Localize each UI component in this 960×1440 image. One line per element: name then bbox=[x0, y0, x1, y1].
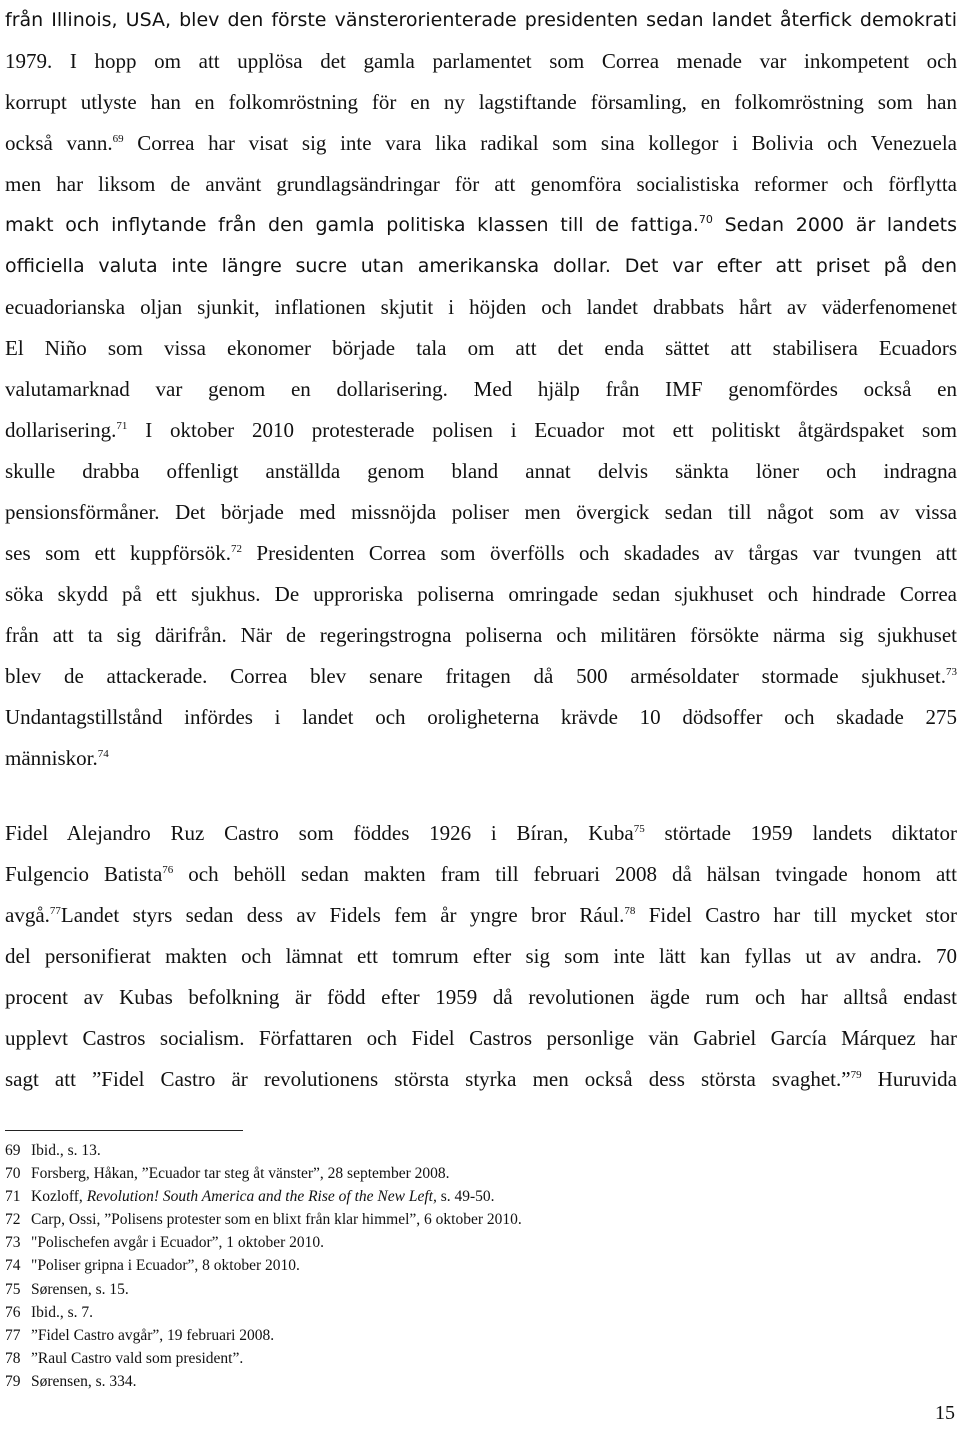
text-line bbox=[5, 41, 957, 82]
footnote-number: 72 bbox=[5, 1211, 21, 1229]
body-paragraph-correa-ecuador bbox=[5, 0, 957, 779]
text-segment: Huruvida bbox=[861, 1067, 957, 1091]
footnotes-list bbox=[5, 1139, 945, 1393]
text-segment: ses som ett kuppförsök. bbox=[5, 541, 231, 565]
footnote-number: 78 bbox=[5, 1349, 21, 1367]
footnote-number: 73 bbox=[5, 1234, 21, 1252]
footnote-item bbox=[5, 1301, 945, 1324]
footnote-text: ”Fidel Castro avgår”, 19 februari 2008. bbox=[31, 1326, 275, 1344]
text-line bbox=[5, 574, 957, 615]
text-segment: störtade 1959 landets diktator bbox=[644, 821, 957, 845]
text-segment: dollarisering. bbox=[5, 418, 117, 442]
footnote-text: Carp, Ossi, ”Polisens protester som en blixt från klar himmel”, 6 oktober 2010. bbox=[31, 1211, 522, 1229]
text-segment: El Niño som vissa ekonomer började tala om att det enda sättet att stabilisera Ecuadors bbox=[5, 336, 957, 360]
text-segment: också vann. bbox=[5, 131, 113, 155]
text-segment: ecuadorianska oljan sjunkit, inflationen skjutit i höjden och landet drabbats hårt av väderfenomenet bbox=[5, 295, 957, 319]
footnote-reference: 71 bbox=[116, 420, 128, 432]
footnote-item bbox=[5, 1324, 945, 1347]
footnote-text: Sørensen, s. 15. bbox=[31, 1280, 129, 1298]
text-segment: 1979. I hopp om att upplösa det gamla parlamentet som Correa menade var inkompetent och bbox=[5, 49, 957, 73]
footnote-number: 74 bbox=[5, 1257, 21, 1275]
footnote-number: 76 bbox=[5, 1303, 21, 1321]
footnote-number: 69 bbox=[5, 1142, 21, 1159]
text-line bbox=[5, 0, 957, 41]
text-segment: Fidel Alejandro Ruz Castro som föddes 1926 i Bíran, Kuba bbox=[5, 821, 634, 845]
footnote-text: "Polischefen avgår i Ecuador”, 1 oktober 2010. bbox=[31, 1234, 324, 1252]
text-line bbox=[5, 451, 957, 492]
footnote-reference: 70 bbox=[698, 213, 713, 226]
footnote-number: 71 bbox=[5, 1188, 21, 1206]
footnote-text: s. 49-50. bbox=[436, 1188, 495, 1206]
footnote-text: Ibid., s. 7. bbox=[31, 1303, 93, 1321]
footnote-number: 75 bbox=[5, 1280, 21, 1298]
text-segment: sagt att ”Fidel Castro är revolutionens största styrka men också dess största svaghet.” bbox=[5, 1067, 851, 1091]
text-segment: Landet styrs sedan dess av Fidels fem år yngre bror Rául. bbox=[60, 903, 625, 927]
text-line bbox=[5, 1059, 957, 1100]
text-line bbox=[5, 492, 957, 533]
text-line bbox=[5, 1018, 957, 1059]
text-line bbox=[5, 533, 957, 574]
text-line bbox=[5, 164, 957, 205]
text-line bbox=[5, 205, 957, 246]
footnote-item bbox=[5, 1347, 945, 1370]
text-segment: Fulgencio Batista bbox=[5, 862, 163, 886]
text-segment: blev de attackerade. Correa blev senare fritagen då 500 armésoldater stormade sjukhuset. bbox=[5, 664, 946, 688]
text-line bbox=[5, 738, 957, 779]
footnote-number: 79 bbox=[5, 1372, 21, 1390]
footnote-reference: 75 bbox=[633, 823, 645, 835]
text-line bbox=[5, 328, 957, 369]
text-segment: Presidenten Correa som överfölls och skadades av tårgas var tvungen att bbox=[241, 541, 957, 565]
text-line bbox=[5, 813, 957, 854]
text-segment: människor. bbox=[5, 746, 98, 770]
text-segment: Sedan 2000 är landets bbox=[712, 214, 957, 236]
text-line bbox=[5, 82, 957, 123]
footnote-item bbox=[5, 1231, 945, 1254]
footnote-reference: 77 bbox=[49, 905, 61, 917]
text-line bbox=[5, 936, 957, 977]
page-number: 15 bbox=[935, 1402, 955, 1424]
text-segment: Fidel Castro har till mycket stor bbox=[635, 903, 957, 927]
footnote-item bbox=[5, 1208, 945, 1231]
footnote-text: ”Raul Castro vald som president”. bbox=[31, 1349, 244, 1367]
text-segment: del personifierat makten och lämnat ett tomrum efter sig som inte lätt kan fyllas ut av andra. 70 bbox=[5, 944, 957, 968]
text-line bbox=[5, 615, 957, 656]
text-line bbox=[5, 854, 957, 895]
footnote-reference: 79 bbox=[850, 1069, 862, 1081]
text-line bbox=[5, 246, 957, 287]
text-segment: officiella valuta inte längre sucre utan amerikanska dollar. Det var efter att priset på den bbox=[5, 255, 957, 277]
footnote-reference: 73 bbox=[946, 666, 957, 678]
text-line bbox=[5, 410, 957, 451]
footnote-reference: 69 bbox=[112, 133, 124, 145]
text-segment: från att ta sig därifrån. När de regeringstrogna poliserna och militären försökte närma sig sjukhuset bbox=[5, 623, 957, 647]
footnote-text: Kozloff, bbox=[31, 1188, 87, 1206]
footnote-text: "Poliser gripna i Ecuador”, 8 oktober 2010. bbox=[31, 1257, 300, 1275]
text-segment: skulle drabba offenligt anställda genom bland annat delvis sänkta löner och indragna bbox=[5, 459, 957, 483]
footnote-item bbox=[5, 1254, 945, 1277]
body-paragraph-fidel-castro bbox=[5, 813, 957, 1100]
footnote-text: Sørensen, s. 334. bbox=[31, 1372, 137, 1390]
text-segment: makt och inflytande från den gamla politiska klassen till de fattiga. bbox=[5, 214, 699, 236]
footnote-item bbox=[5, 1278, 945, 1301]
text-segment: pensionsförmåner. Det började med missnöjda poliser men övergick sedan till något som av vissa bbox=[5, 500, 957, 524]
text-segment: avgå. bbox=[5, 903, 50, 927]
text-segment: I oktober 2010 protesterade polisen i Ecuador mot ett politiskt åtgärdspaket som bbox=[127, 418, 957, 442]
text-line bbox=[5, 656, 957, 697]
footnote-reference: 74 bbox=[97, 748, 109, 760]
footnote-reference: 76 bbox=[162, 864, 174, 876]
footnote-text: Forsberg, Håkan, ”Ecuador tar steg åt vänster”, 28 september 2008. bbox=[31, 1165, 450, 1183]
text-segment: upplevt Castros socialism. Författaren och Fidel Castros personlige vän Gabriel García Márquez har bbox=[5, 1026, 957, 1050]
text-segment: valutamarknad var genom en dollarisering. Med hjälp från IMF genomfördes också en bbox=[5, 377, 957, 401]
footnote-reference: 78 bbox=[624, 905, 636, 917]
text-line bbox=[5, 287, 957, 328]
footnote-separator-rule bbox=[5, 1130, 243, 1131]
text-segment: men har liksom de använt grundlagsändringar för att genomföra socialistiska reformer och förflytta bbox=[5, 172, 957, 196]
footnote-text: Ibid., s. 13. bbox=[31, 1142, 101, 1159]
footnote-item bbox=[5, 1139, 945, 1162]
text-line bbox=[5, 369, 957, 410]
footnote-title-italic: Revolution! South America and the Rise of the New Left, bbox=[86, 1188, 437, 1206]
text-line bbox=[5, 697, 957, 738]
text-segment: Correa har visat sig inte vara lika radikal som sina kollegor i Bolivia och Venezuela bbox=[123, 131, 957, 155]
footnote-item bbox=[5, 1162, 945, 1185]
text-line bbox=[5, 895, 957, 936]
text-segment: och behöll sedan makten fram till februari 2008 då hälsan tvingade honom att bbox=[173, 862, 957, 886]
text-segment: procent av Kubas befolkning är född efter 1959 då revolutionen ägde rum och har alltså endast bbox=[5, 985, 957, 1009]
footnote-item bbox=[5, 1185, 945, 1208]
text-line bbox=[5, 977, 957, 1018]
text-line bbox=[5, 123, 957, 164]
footnote-number: 70 bbox=[5, 1165, 21, 1183]
footnote-number: 77 bbox=[5, 1326, 21, 1344]
text-segment: Undantagstillstånd infördes i landet och oroligheterna krävde 10 dödsoffer och skadade 275 bbox=[5, 705, 957, 729]
text-segment: korrupt utlyste han en folkomröstning för en ny lagstiftande församling, en folkomröstning som han bbox=[5, 90, 957, 114]
footnote-item bbox=[5, 1370, 945, 1393]
text-segment: från Illinois, USA, blev den förste vänsterorienterade presidenten sedan landet återfick demokrati bbox=[5, 9, 957, 31]
footnote-reference: 72 bbox=[230, 543, 242, 555]
text-segment: söka skydd på ett sjukhus. De upproriska poliserna omringade sedan sjukhuset och hindrade Correa bbox=[5, 582, 957, 606]
